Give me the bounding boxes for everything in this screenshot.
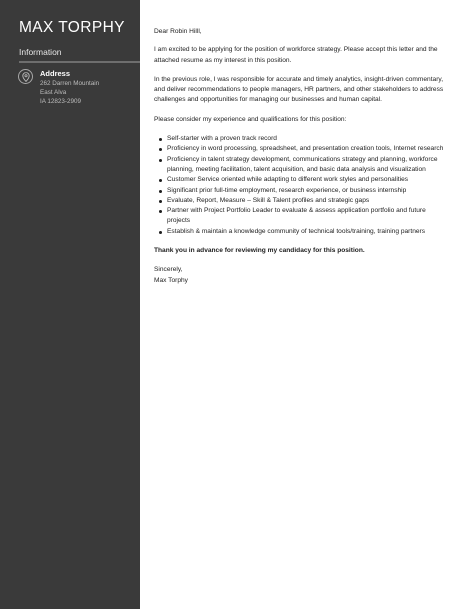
list-item: Proficiency in word processing, spreadsheet, and presentation creation tools, Internet research	[154, 144, 450, 154]
address-state-zip: IA 12823-2909	[40, 98, 81, 105]
signature: Max Torphy	[154, 276, 188, 284]
list-item: Significant prior full-time employment, research experience, or business internship	[154, 186, 450, 196]
salutation: Dear Robin Hilll,	[154, 28, 202, 35]
letter-body	[154, 27, 450, 286]
thanks-line: Thank you in advance for reviewing my candidacy for this position.	[154, 247, 365, 255]
list-item: Evaluate, Report, Measure – Skill & Talent profiles and strategic gaps	[154, 196, 450, 206]
list-item: Establish & maintain a knowledge community of technical tools/training, training partners	[154, 227, 450, 237]
sidebar	[0, 0, 140, 609]
intro-paragraph: I am excited to be applying for the position of workforce strategy. Please accept this letter and the attached resume as my interest in this position.	[154, 46, 438, 64]
experience-paragraph: In the previous role, I was responsible for accurate and timely analytics, insight-driven commentary, and deliver recommendations to people managers, HR partners, and other stakeholders to address challenges and opportunities for managing our businesses and human capital.	[154, 75, 444, 104]
list-item: Partner with Project Portfolio Leader to evaluate & assess application portfolio and future projects	[154, 206, 450, 227]
address-street: 262 Darren Mountain	[40, 80, 100, 87]
address-label: Address	[40, 69, 71, 78]
location-pin-icon	[18, 69, 33, 84]
qualifications-intro: Please consider my experience and qualifications for this position:	[154, 115, 347, 123]
list-item: Self-starter with a proven track record	[154, 134, 450, 144]
list-item: Customer Service oriented while adapting to different work styles and personalities	[154, 175, 450, 185]
section-divider	[19, 61, 140, 63]
address-city: East Alva	[40, 89, 67, 96]
information-heading: Information	[19, 47, 62, 57]
closing: Sincerely,	[154, 266, 183, 274]
list-item: Proficiency in talent strategy development, communications strategy and planning, workforce planning, meeting facilitation, talent acquisition, and basic data analysis and visualization	[154, 155, 450, 176]
qualifications-list	[154, 134, 450, 237]
candidate-name: MAX TORPHY	[19, 19, 125, 36]
